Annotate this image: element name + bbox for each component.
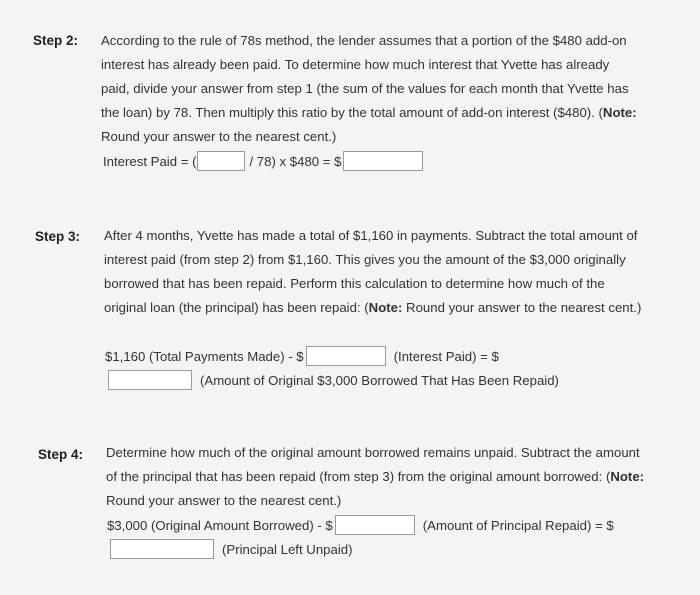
step-4-principal-repaid-input[interactable] bbox=[335, 515, 415, 535]
step-3-result-row bbox=[108, 370, 559, 390]
step-3-eq-result: (Amount of Original $3,000 Borrowed That Has Been Repaid) bbox=[200, 372, 559, 388]
step-3-principal-repaid-input[interactable] bbox=[108, 370, 192, 390]
step-2-eq-mid: / 78) x $480 = $ bbox=[249, 153, 342, 169]
step-2-note-text: Round your answer to the nearest cent.) bbox=[101, 129, 337, 144]
step-3-equation bbox=[105, 346, 499, 366]
step-2-text: According to the rule of 78s method, the lender assumes that a portion of the $480 add-on interest has already been paid. To determine how much interest that Yvette has already paid, divide your answer from step 1 (the sum of the values for each month that Yvette has the loan) by 78. Then multiply this ratio by the total amount of add-on interest ($480). bbox=[101, 33, 629, 120]
step-4-result-row bbox=[110, 539, 352, 559]
step-4-note-text: Round your answer to the nearest cent.) bbox=[106, 493, 342, 508]
step-2-equation bbox=[103, 151, 423, 171]
step-4-equation bbox=[107, 515, 614, 535]
step-4-principal-unpaid-input[interactable] bbox=[110, 539, 214, 559]
step-4-note-label: Note: bbox=[610, 469, 645, 484]
step-4-text: Determine how much of the original amount borrowed remains unpaid. Subtract the amount of the principal that has been repaid (from step 3) from the original amount borrowed: bbox=[106, 445, 640, 484]
step-2-label: Step 2: bbox=[33, 33, 79, 48]
step-3-note-text: Round your answer to the nearest cent.) bbox=[406, 300, 642, 315]
step-3-instructions: After 4 months, Yvette has made a total of $1,160 in payments. Subtract the total amount of interest paid (from step 2) from $1,160. This gives you the amount of the $3,000 originally borrowed that has been repaid. Perform this calculation to determine how much of the original loan (the principal) has been repaid: (Note: Round your answer to the nearest cent.) bbox=[104, 228, 642, 315]
step-2-interest-paid-input[interactable] bbox=[343, 151, 423, 171]
step-3-label: Step 3: bbox=[35, 229, 81, 244]
step-3-eq-prefix: $1,160 (Total Payments Made) - $ bbox=[105, 348, 304, 364]
step-2-instructions: According to the rule of 78s method, the lender assumes that a portion of the $480 add-on interest has already been paid. To determine how much interest that Yvette has already paid, divide your answer from step 1 (the sum of the values for each month that Yvette has the loan) by 78. Then multiply this ratio by the total amount of add-on interest ($480). (Note: Round your answer to the nearest cent.) bbox=[101, 33, 637, 144]
step-4-eq-mid: (Amount of Principal Repaid) = $ bbox=[422, 517, 614, 533]
step-4-eq-prefix: $3,000 (Original Amount Borrowed) - $ bbox=[107, 517, 333, 533]
step-3-interest-paid-input[interactable] bbox=[306, 346, 386, 366]
step-3-eq-mid: (Interest Paid) = $ bbox=[393, 348, 499, 364]
step-3-note-label: Note: bbox=[368, 300, 403, 315]
step-4-eq-result: (Principal Left Unpaid) bbox=[222, 541, 353, 557]
step-2-ratio-input[interactable] bbox=[197, 151, 245, 171]
step-4-instructions: Determine how much of the original amount borrowed remains unpaid. Subtract the amount of the principal that has been repaid (from step 3) from the original amount borrowed: (Note: Round your answer to the nearest cent.) bbox=[106, 445, 645, 508]
step-3-text: After 4 months, Yvette has made a total of $1,160 in payments. Subtract the total amount of interest paid (from step 2) from $1,160. This gives you the amount of the $3,000 originally borrowed that has been repaid. Perform this calculation to determine how much of the original loan (the principal) has been repaid: bbox=[104, 228, 638, 315]
step-2-eq-prefix: Interest Paid = ( bbox=[103, 153, 197, 169]
step-4-label: Step 4: bbox=[38, 447, 84, 462]
step-2-note-label: Note: bbox=[602, 105, 637, 120]
